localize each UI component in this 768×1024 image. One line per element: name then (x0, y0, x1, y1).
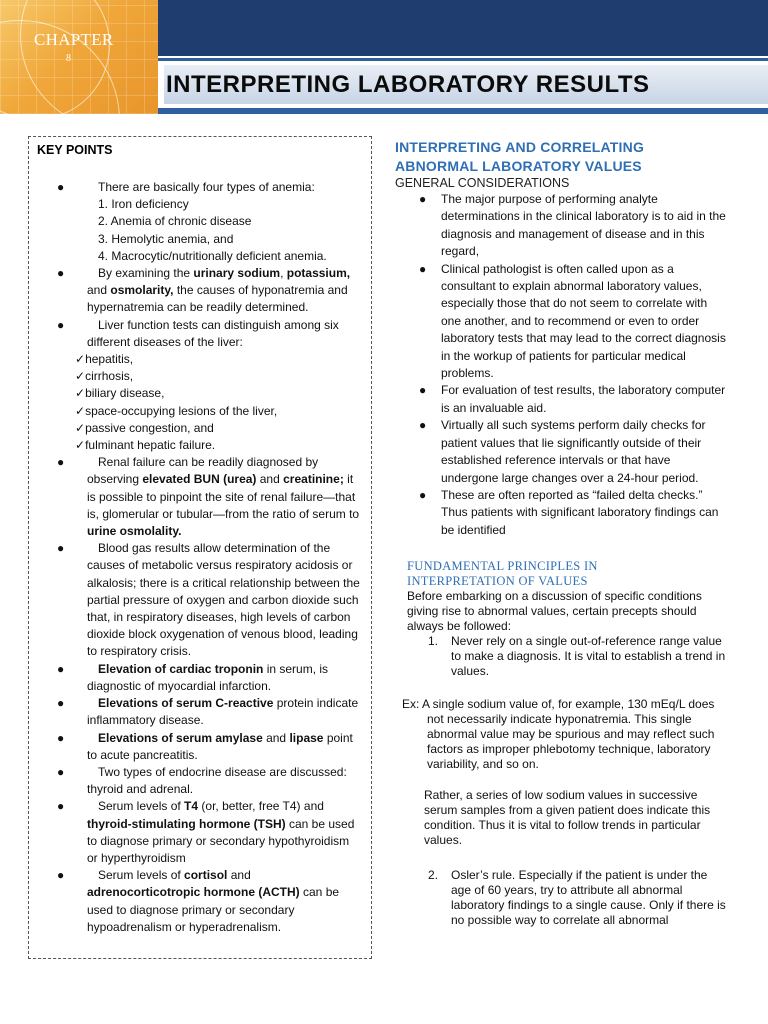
key-point-crp: ● Elevations of serum C-reactive protein indicate inflammatory disease. (57, 696, 359, 728)
bullet-icon: ● (57, 455, 65, 470)
list-item: ● Clinical pathologist is often called upon as a consultant to explain abnormal laboratory values, especially those that do not seem to correlate with one another, and to recommend or even to order laboratory tests that may lead to the correct diagnosis in the workup of patients for particular medical problems. (419, 261, 726, 381)
key-point-renal: ● Renal failure can be readily diagnosed by observing elevated BUN (urea) and creatinine; it is possible to pinpoint the site of renal failure—that is, glomerular or tubular—from the ratio of serum to urine osmolality. (57, 455, 360, 539)
bullet-icon: ● (419, 383, 427, 398)
check-item: ✓space-occupying lesions of the liver, (75, 403, 278, 418)
bullet-icon: ● (57, 696, 65, 711)
bullet-icon: ● (57, 799, 65, 814)
sub-item: 4. Macrocytic/nutritionally deficient anemia. (98, 248, 327, 263)
check-item: ✓fulminant hepatic failure. (75, 438, 216, 453)
list-item: ● Virtually all such systems perform daily checks for patient values that lie significantly outside of their established reference intervals or that have undergone large changes over a 24-hour period. (419, 418, 706, 485)
section-heading: ABNORMAL LABORATORY VALUES (395, 157, 642, 174)
check-item: ✓biliary disease, (75, 386, 165, 401)
check-icon: ✓ (75, 403, 86, 418)
numbered-rule: 2. Osler’s rule. Especially if the patient is under the age of 60 years, try to attribute all abnormal laboratory findings to a single cause. Only if there is no possible way to correlate all abnormal (428, 868, 726, 928)
chapter-number: 8 (66, 53, 71, 64)
bullet-icon: ● (57, 541, 65, 556)
bullet-icon: ● (57, 730, 65, 745)
bullet-icon: ● (57, 266, 65, 281)
key-point-liver: ● Liver function tests can distinguish among six different diseases of the liver: ✓hepatitis, ✓cirrhosis, ✓biliary disease, ✓space-occupying lesions of the liver, ✓passive congestion, and ✓fulminant hepatic failure. (37, 317, 361, 455)
check-icon: ✓ (75, 386, 86, 401)
list-item: ● The major purpose of performing analyte determinations in the clinical laboratory is to aid in the diagnosis and management of disease and in this regard, (419, 192, 726, 259)
key-point-adrenal: ● Serum levels of cortisol and adrenocorticotropic hormone (ACTH) can be used to diagnose primary or secondary hypoadrenalism or hyperadrenalism. (57, 868, 340, 934)
check-item: ✓cirrhosis, (75, 369, 134, 384)
check-item: ✓passive congestion, and (75, 420, 214, 435)
key-points-title: KEY POINTS (37, 143, 113, 157)
sub-item: 1. Iron deficiency (98, 197, 189, 212)
key-point-sodium: ● By examining the urinary sodium, potassium, and osmolarity, the causes of hyponatremia and hypernatremia can be readily determined. (57, 266, 351, 315)
bullet-icon: ● (57, 868, 65, 883)
bullet-icon: ● (57, 317, 65, 332)
intro-paragraph: Before embarking on a discussion of specific conditions giving rise to abnormal values, certain precepts should always be followed: (407, 589, 702, 634)
check-icon: ✓ (75, 438, 86, 453)
key-point-amylase: ● Elevations of serum amylase and lipase point to acute pancreatitis. (57, 730, 353, 762)
right-column (395, 138, 730, 928)
key-point-thyroid: ● Serum levels of T4 (or, better, free T4) and thyroid-stimulating hormone (TSH) can be used to diagnose primary or secondary hypothyroidism or hyperthyroidism (57, 799, 355, 865)
paragraph: Rather, a series of low sodium values in successive serum samples from a given patient does indicate this condition. Thus it is vital to follow trends in particular values. (424, 788, 711, 848)
bullet-icon: ● (419, 487, 427, 502)
header-band (158, 0, 768, 56)
bullet-icon: ● (419, 192, 427, 206)
list-item: ● For evaluation of test results, the laboratory computer is an invaluable aid. (419, 383, 726, 415)
key-point-troponin: ● Elevation of cardiac troponin in serum, is diagnostic of myocardial infarction. (57, 661, 329, 693)
bullet-icon: ● (419, 418, 427, 433)
check-icon: ✓ (75, 369, 86, 384)
sub-item: 3. Hemolytic anemia, and (98, 231, 234, 246)
section-heading: INTERPRETING AND CORRELATING (395, 139, 645, 155)
numbered-rule: 1. Never rely on a single out-of-reference range value to make a diagnosis. It is vital to establish a trend in values. (428, 634, 726, 679)
page-title: INTERPRETING LABORATORY RESULTS (166, 71, 650, 98)
chapter-label: CHAPTER (34, 30, 114, 49)
chapter-badge (0, 0, 158, 114)
bullet-icon: ● (419, 261, 427, 276)
bullet-icon: ● (57, 661, 65, 676)
key-point-blood-gas: ● Blood gas results allow determination of the causes of metabolic versus respiratory acidosis or alkalosis; there is a critical relationship between the partial pressure of oxygen and carbon dioxide such that, in respiratory diseases, high levels of carbon dioxide block oxygenation of venous blood, leading to respiratory crisis. (57, 541, 360, 659)
bullet-icon: ● (57, 764, 65, 779)
sub-item: 2. Anemia of chronic disease (98, 214, 252, 229)
key-point-anemia: ● There are basically four types of anemia: 1. Iron deficiency 2. Anemia of chronic disease 3. Hemolytic anemia, and 4. Macrocytic/nutritionally deficient anemia. (37, 179, 361, 265)
section-subheading: GENERAL CONSIDERATIONS (395, 176, 570, 190)
check-item: ✓hepatitis, (75, 352, 134, 367)
list-item: ● These are often reported as “failed delta checks.” Thus patients with significant laboratory findings can be identified (419, 487, 719, 537)
key-point-endocrine: ● Two types of endocrine disease are discussed: thyroid and adrenal. (57, 764, 347, 797)
check-icon: ✓ (75, 352, 86, 367)
key-points-box (28, 136, 372, 959)
example-paragraph: Ex: A single sodium value of, for example, 130 mEq/L does not necessarily indicate hyponatremia. This single abnormal value may be spurious and may reflect such factors as improper phlebotomy technique, laboratory variability, and so on. (402, 697, 715, 772)
check-icon: ✓ (75, 420, 86, 435)
subsection-heading: FUNDAMENTAL PRINCIPLES IN INTERPRETATION OF VALUES (407, 559, 598, 589)
bullet-icon: ● (57, 180, 65, 194)
